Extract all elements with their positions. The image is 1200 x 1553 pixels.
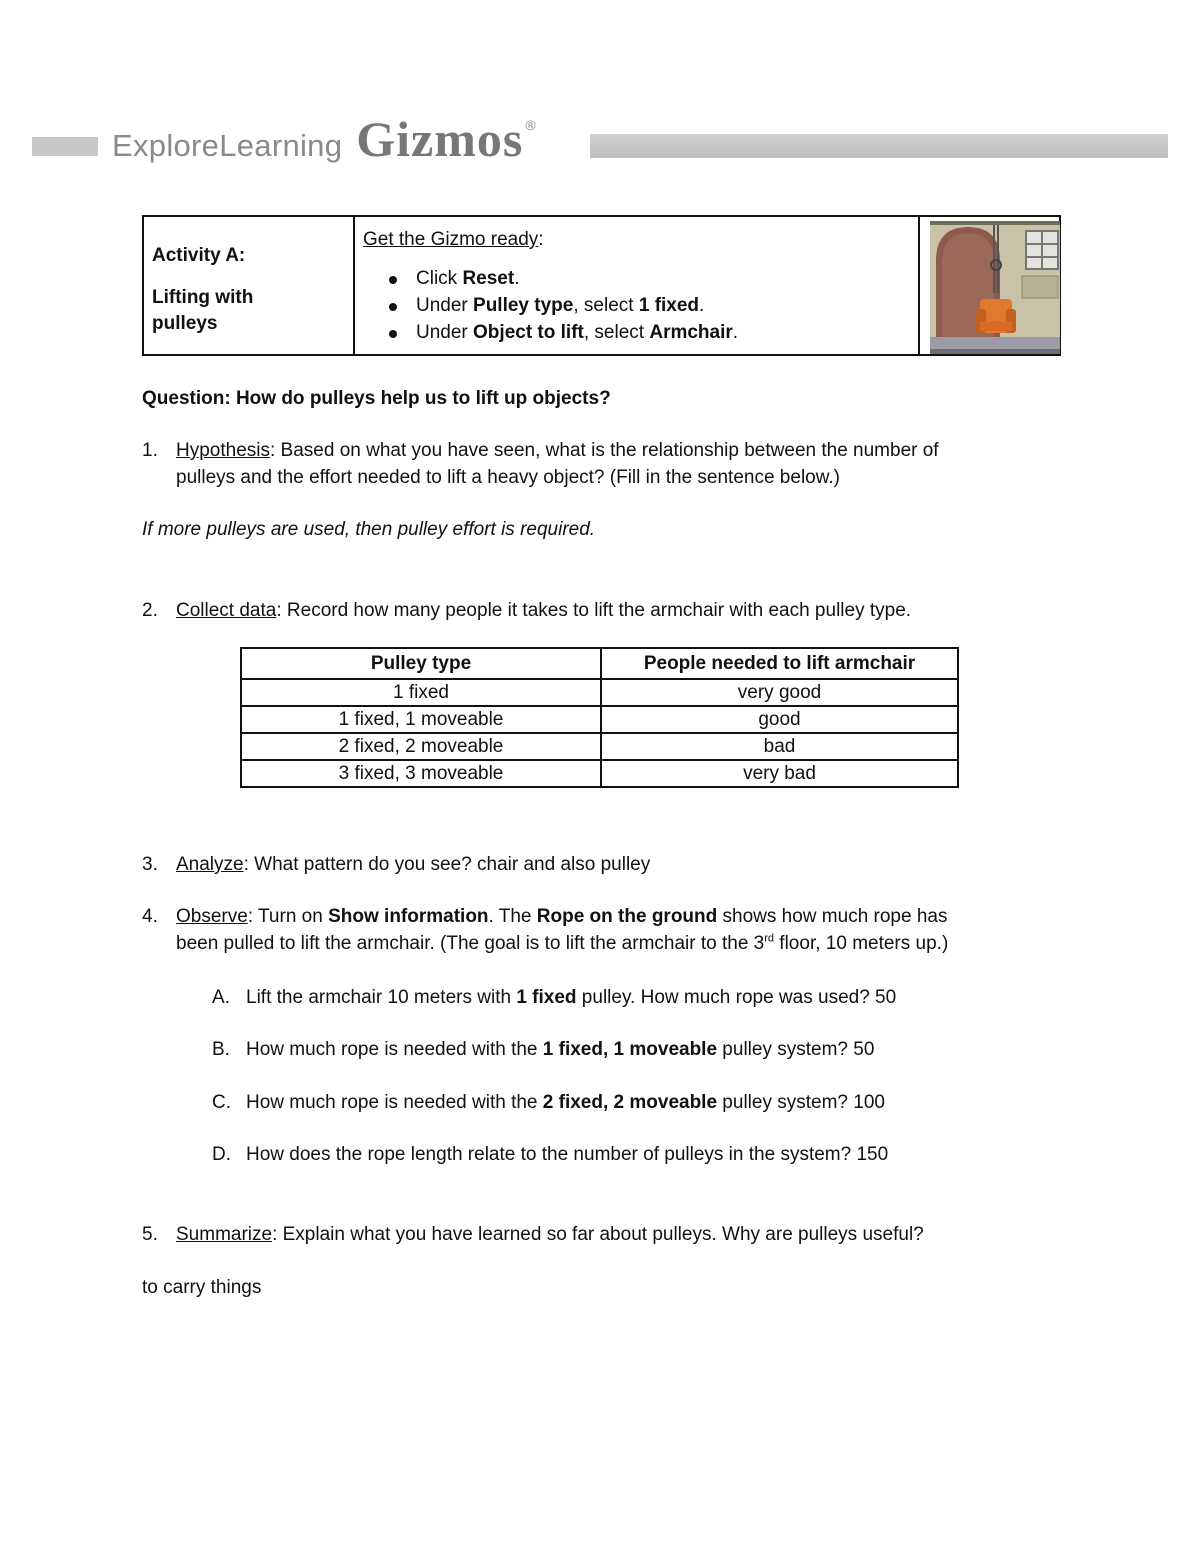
table-header-row — [241, 648, 958, 679]
table-cell: 3 fixed, 3 moveable — [241, 760, 601, 787]
table-row — [241, 733, 958, 760]
q4-sub-c: How much rope is needed with the 2 fixed, 2 moveable pulley system? 100 — [246, 1092, 885, 1113]
ready-step: Under Pulley type, select 1 fixed. — [389, 292, 918, 319]
table-cell: bad — [601, 733, 958, 760]
q1-answer: If more pulleys are used, then pulley effort is required. — [142, 519, 596, 540]
table-cell: very bad — [601, 760, 958, 787]
q4-sub-letter: B. — [212, 1039, 230, 1060]
activity-box — [142, 215, 1061, 356]
activity-subtitle: Lifting with pulleys — [152, 287, 254, 334]
q5-answer: to carry things — [142, 1277, 262, 1298]
q1-number: 1. — [142, 440, 158, 461]
q4-sub-b: How much rope is needed with the 1 fixed, 1 moveable pulley system? 50 — [246, 1039, 875, 1060]
q5-text: Summarize: Explain what you have learned so far about pulleys. Why are pulleys useful? — [176, 1224, 924, 1245]
q1-line2: pulleys and the effort needed to lift a heavy object? (Fill in the sentence below.) — [176, 467, 841, 488]
logo-registered-mark: ® — [525, 117, 536, 133]
q4-line2: been pulled to lift the armchair. (The goal is to lift the armchair to the 3rd floor, 10 meters up.) — [176, 932, 949, 954]
question-heading: Question: How do pulleys help us to lift up objects? — [142, 388, 611, 409]
table-row — [241, 679, 958, 706]
activity-title-cell — [144, 217, 355, 354]
q4-sub-letter: A. — [212, 987, 230, 1008]
q4-sub-letter: C. — [212, 1092, 231, 1113]
q2-number: 2. — [142, 600, 158, 621]
q3-number: 3. — [142, 854, 158, 875]
table-cell: 1 fixed, 1 moveable — [241, 706, 601, 733]
q4-number: 4. — [142, 906, 158, 927]
explorelearning-logo — [112, 110, 536, 170]
ready-step: Click Reset. — [389, 265, 918, 292]
header-bar-left — [32, 137, 98, 156]
q3-text: Analyze: What pattern do you see? chair and also pulley — [176, 854, 651, 875]
q4-sub-a: Lift the armchair 10 meters with 1 fixed pulley. How much rope was used? 50 — [246, 987, 897, 1008]
gizmo-ready-cell — [355, 217, 920, 354]
q4-line1: Observe: Turn on Show information. The Rope on the ground shows how much rope has — [176, 906, 948, 927]
q2-text: Collect data: Record how many people it takes to lift the armchair with each pulley type. — [176, 600, 912, 621]
ready-colon: : — [538, 229, 544, 250]
q4-sub-d: How does the rope length relate to the number of pulleys in the system? 150 — [246, 1144, 889, 1165]
q4-sub-letter: D. — [212, 1144, 231, 1165]
ready-steps-list — [363, 265, 918, 346]
logo-gizmos-text: Gizmos — [356, 111, 524, 167]
pulley-data-table — [240, 647, 959, 788]
q1-label: Hypothesis — [176, 440, 270, 461]
q5-label: Summarize — [176, 1224, 273, 1245]
table-row — [241, 706, 958, 733]
table-cell: 1 fixed — [241, 679, 601, 706]
gizmo-thumbnail-cell — [920, 217, 1059, 354]
q4-label: Observe — [176, 906, 248, 927]
logo-explore-text: ExploreLearning — [112, 128, 343, 163]
q2-label: Collect data — [176, 600, 277, 621]
table-row — [241, 760, 958, 787]
ready-heading: Get the Gizmo ready — [363, 229, 539, 250]
table-header-cell: Pulley type — [241, 648, 601, 679]
armchair-pulley-illustration — [930, 221, 1060, 354]
activity-title: Activity A: — [152, 245, 246, 266]
table-header-cell: People needed to lift armchair — [601, 648, 958, 679]
q3-label: Analyze — [176, 854, 244, 875]
header-bar-right — [590, 134, 1168, 158]
table-cell: 2 fixed, 2 moveable — [241, 733, 601, 760]
q1-line1: Hypothesis: Based on what you have seen, what is the relationship between the number of — [176, 440, 939, 461]
table-cell: good — [601, 706, 958, 733]
q5-number: 5. — [142, 1224, 158, 1245]
table-cell: very good — [601, 679, 958, 706]
ready-step: Under Object to lift, select Armchair. — [389, 319, 918, 346]
